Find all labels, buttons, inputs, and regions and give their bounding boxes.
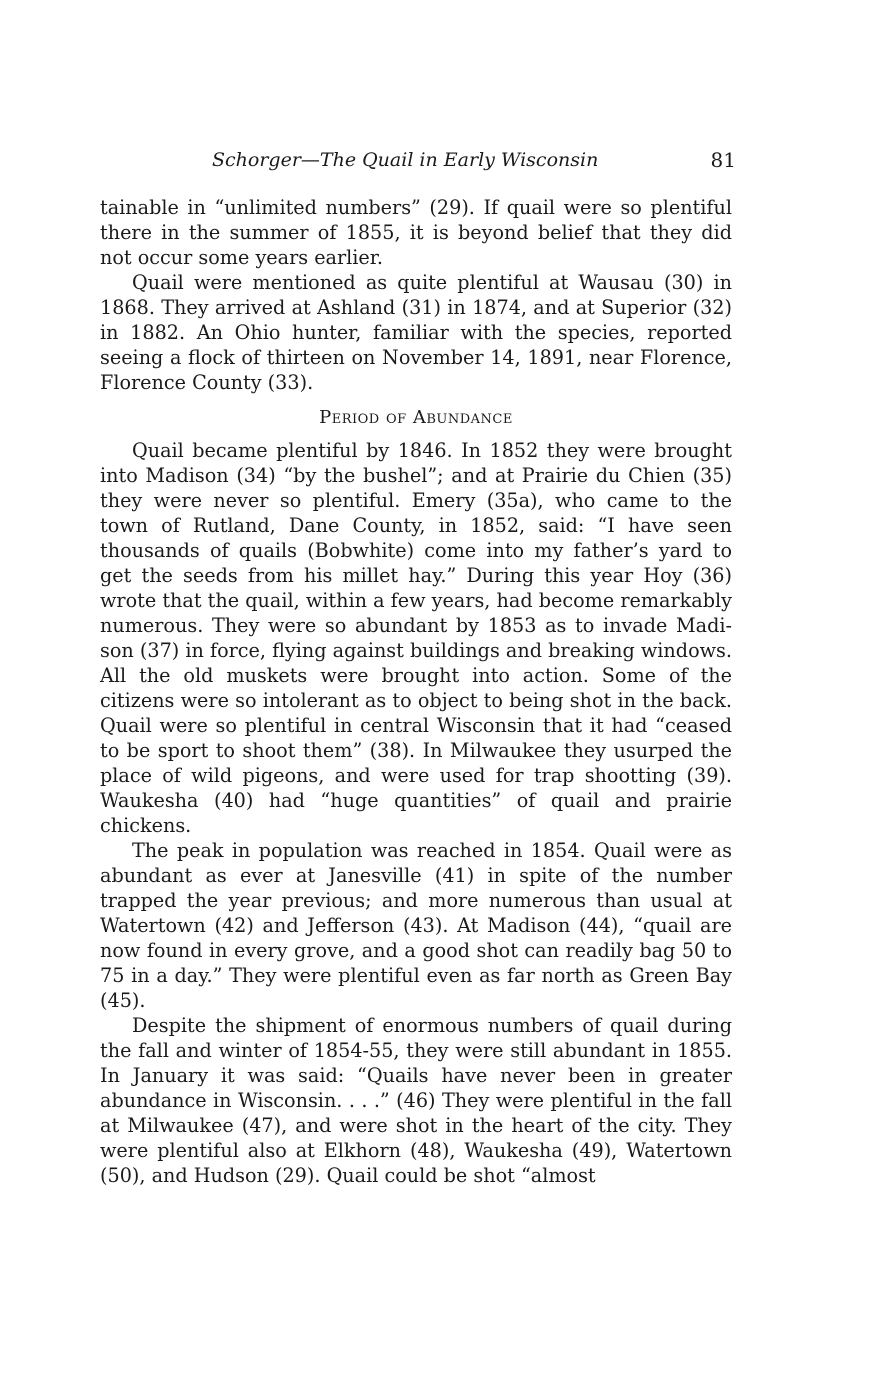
page-number: 81 bbox=[710, 148, 736, 172]
paragraph: Quail were mentioned as quite plentiful at Wausau (30) in 1868. They arrived at Ashland (31) in 1874, and at Superior (32) in 1882. An Ohio hunter, familiar with the species, reported seeing a flock of thirteen on November 14, 1891, near Florence, Florence County (33). bbox=[100, 271, 732, 394]
running-head-title: Schorger—The Quail in Early Wisconsin bbox=[212, 149, 599, 171]
paragraph: The peak in population was reached in 1854. Quail were as abundant as ever at Janesville (41) in spite of the number trapped the year previous; and more numerous than usual at Watertown (42) and Jefferson (43). At Madison (44), “quail are now found in every grove, and a good shot can readily bag 50 to 75 in a day.” They were plentiful even as far north as Green Bay (45). bbox=[100, 839, 732, 1012]
paragraph: Despite the shipment of enormous numbers of quail during the fall and winter of 1854-55, they were still abundant in 1855. In January it was said: “Quails have never been in greater abundance in Wisconsin. . . .” (46) They were plentiful in the fall at Milwaukee (47), and were shot in the heart of the city. They were plentiful also at Elkhorn (48), Waukesha (49), Watertown (50), and Hudson (29). Quail could be shot “almost bbox=[100, 1014, 732, 1187]
running-head bbox=[212, 146, 736, 174]
section-heading: Period of Abundance bbox=[319, 407, 513, 428]
paragraph: Quail became plentiful by 1846. In 1852 they were brought into Madison (34) “by the bushel”; and at Prairie du Chien (35) they were never so plentiful. Emery (35a), who came to the town of Rutland, Dane County, in 1852, said: “I have seen thousands of quails (Bobwhite) come into my father’s yard to get the seeds from his millet hay.” During this year Hoy (36) wrote that the quail, within a few years, had become remarkably numerous. They were so abundant by 1853 as to invade Madison (37) in force, flying against buildings and breaking windows. All the old muskets were brought into action. Some of the citizens were so intolerant as to object to being shot in the back. Quail were so plentiful in central Wisconsin that it had “ceased to be sport to shoot them” (38). In Milwaukee they usurped the place of wild pigeons, and were used for trap shootting (39). Waukesha (40) had “huge quantities” of quail and prairie chickens. bbox=[100, 439, 732, 837]
paragraph: tainable in “unlimited numbers” (29). If quail were so plentiful there in the summer of 1855, it is beyond belief that they did not occur some years earlier. bbox=[100, 196, 732, 269]
body-text bbox=[100, 195, 732, 1188]
